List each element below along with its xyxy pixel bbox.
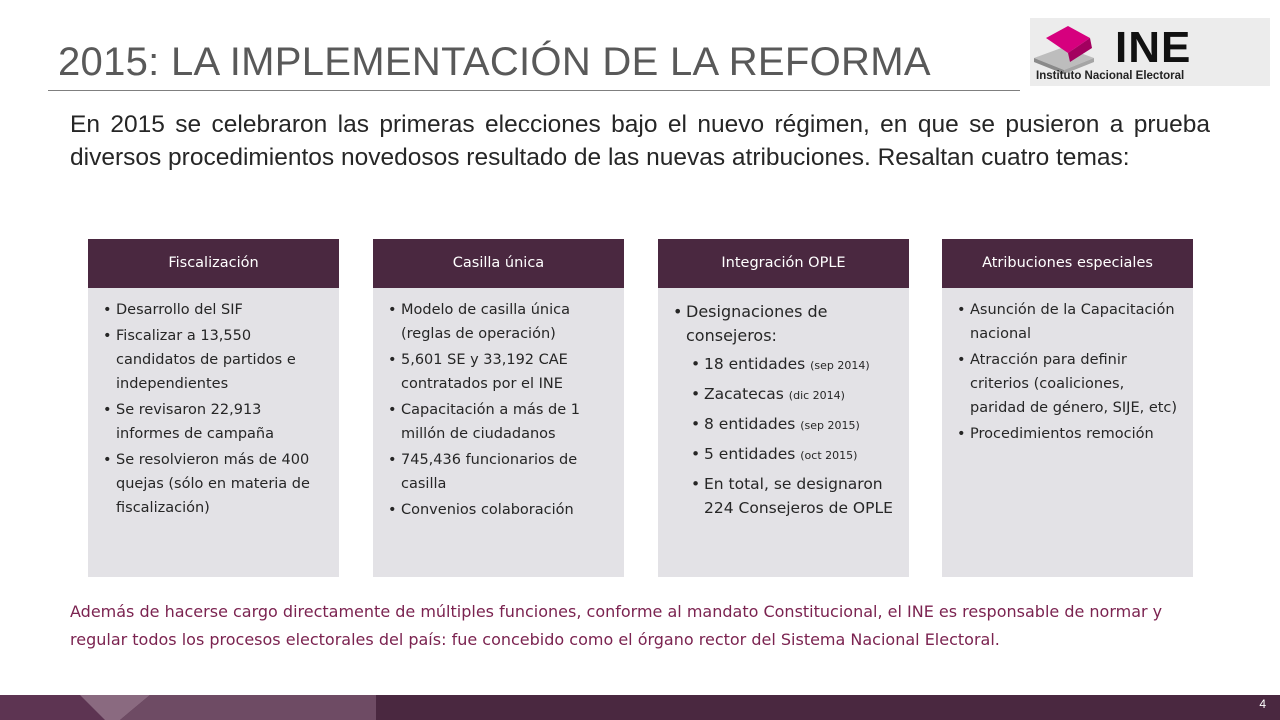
intro-paragraph: En 2015 se celebraron las primeras elecciones bajo el nuevo régimen, en que se pusieron a prueba diversos procedimientos novedosos resultado de las nuevas atribuciones. Resaltan cuatro temas: <box>70 111 1210 171</box>
sub-list-item <box>704 382 895 408</box>
list-item: • 745,436 funcionarios de casilla <box>401 448 610 496</box>
sub-item-text: 8 entidades <box>704 415 796 433</box>
list-item: • Fiscalizar a 13,550 candidatos de partidos e independientes <box>116 324 325 396</box>
card-list <box>970 298 1179 446</box>
card-atribuciones-especiales <box>942 239 1193 577</box>
slide-title: 2015: LA IMPLEMENTACIÓN DE LA REFORMA <box>58 40 931 84</box>
sub-list-item <box>704 442 895 468</box>
list-item-lead: Designaciones de consejeros: <box>686 302 828 345</box>
sub-list-item <box>704 412 895 438</box>
list-item: • Capacitación a más de 1 millón de ciudadanos <box>401 398 610 446</box>
sub-item-date: (sep 2014) <box>810 359 870 372</box>
card-list <box>686 300 895 520</box>
footer-bar <box>0 695 1280 720</box>
list-item <box>686 300 895 520</box>
sub-item-text: 5 entidades <box>704 445 796 463</box>
list-item: • Asunción de la Capacitación nacional <box>970 298 1179 346</box>
closing-paragraph: Además de hacerse cargo directamente de múltiples funciones, conforme al mandato Constitucional, el INE es responsable de normar y regular todos los procesos electorales del país: fue concebido como el órgano rector del Sistema Nacional Electoral. <box>70 602 1163 649</box>
list-item: • Procedimientos remoción <box>970 422 1179 446</box>
card-title: Casilla única <box>373 239 624 288</box>
list-item: • 5,601 SE y 33,192 CAE contratados por el INE <box>401 348 610 396</box>
list-item: • Se resolvieron más de 400 quejas (sólo en materia de fiscalización) <box>116 448 325 520</box>
title-divider <box>48 90 1020 91</box>
card-integracion-ople <box>658 239 909 577</box>
list-item: • Modelo de casilla única (reglas de operación) <box>401 298 610 346</box>
card-title: Integración OPLE <box>658 239 909 288</box>
list-item: • Atracción para definir criterios (coaliciones, paridad de género, SIJE, etc) <box>970 348 1179 420</box>
sub-item-text: 18 entidades <box>704 355 806 373</box>
list-item: • Se revisaron 22,913 informes de campaña <box>116 398 325 446</box>
sub-list <box>686 352 895 520</box>
card-title: Fiscalización <box>88 239 339 288</box>
sub-item-date: (oct 2015) <box>800 449 858 462</box>
card-list <box>401 298 610 522</box>
page-number: 4 <box>1259 697 1266 711</box>
sub-list-item <box>704 352 895 378</box>
list-item: • Convenios colaboración <box>401 498 610 522</box>
sub-item-text: Zacatecas <box>704 385 784 403</box>
ine-logo <box>1030 18 1270 86</box>
footer-decoration <box>0 695 400 720</box>
sub-item-text: En total, se designaron 224 Consejeros de OPLE <box>704 475 893 517</box>
list-item: • Desarrollo del SIF <box>116 298 325 322</box>
sub-item-date: (sep 2015) <box>800 419 860 432</box>
sub-list-item <box>704 472 895 520</box>
card-list <box>116 298 325 520</box>
logo-subtitle: Instituto Nacional Electoral <box>1036 70 1185 82</box>
sub-item-date: (dic 2014) <box>788 389 845 402</box>
logo-wordmark: INE <box>1115 23 1192 72</box>
card-casilla-unica <box>373 239 624 577</box>
card-title: Atribuciones especiales <box>942 239 1193 288</box>
card-fiscalizacion <box>88 239 339 577</box>
